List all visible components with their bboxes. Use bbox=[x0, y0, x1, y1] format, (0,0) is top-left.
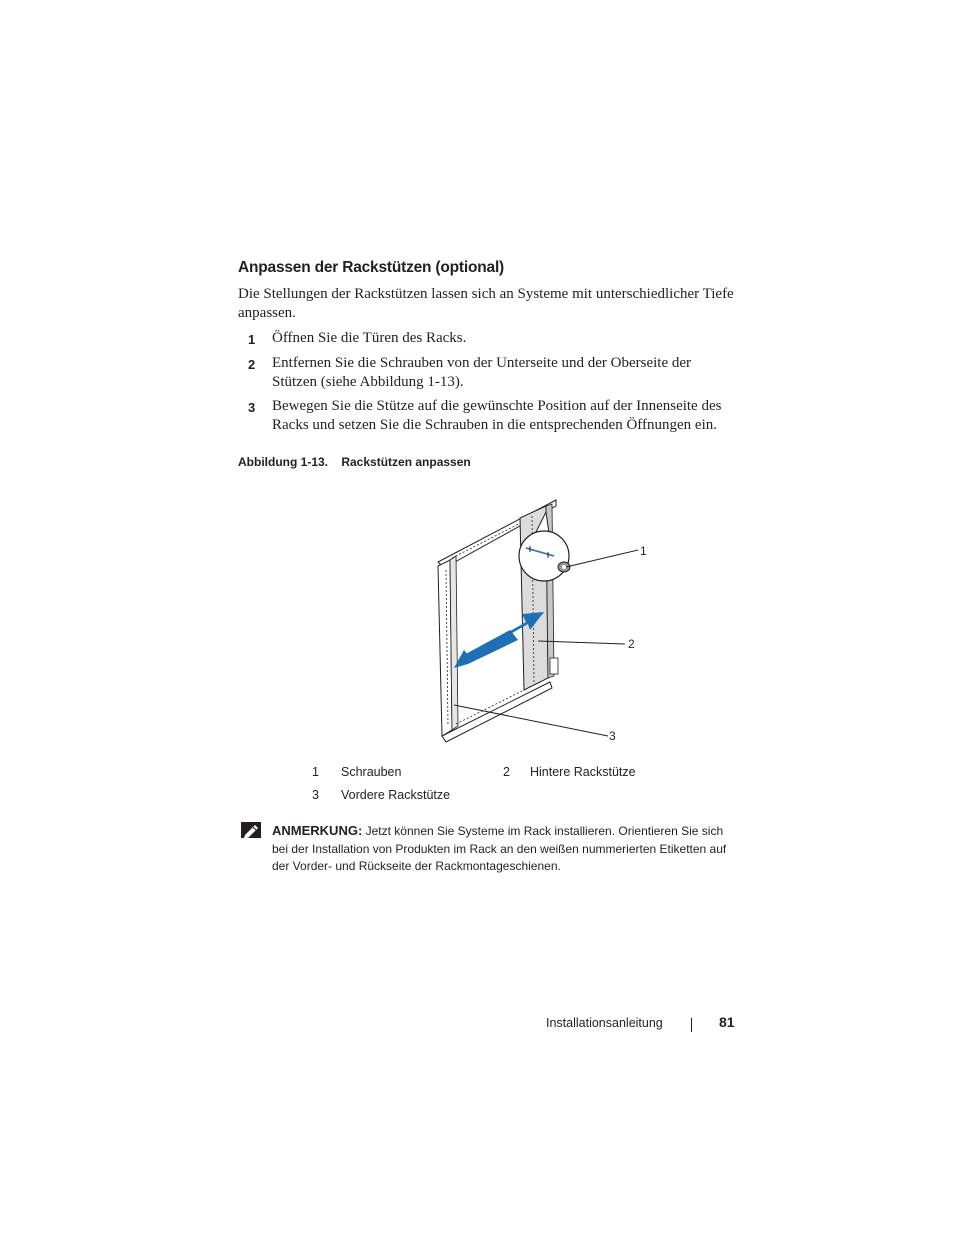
section-heading: Anpassen der Rackstützen (optional) bbox=[238, 259, 505, 276]
note-block bbox=[272, 822, 742, 876]
legend-label: Vordere Rackstütze bbox=[341, 788, 451, 802]
callout-3: 3 bbox=[609, 729, 616, 743]
intro-paragraph: Die Stellungen der Rackstützen lassen sich an Systeme mit unterschiedlicher Tiefe anpassen. bbox=[238, 286, 734, 321]
callout-2: 2 bbox=[628, 637, 635, 651]
step-text: Öffnen Sie die Türen des Racks. bbox=[272, 330, 467, 346]
footer-title: Installationsanleitung bbox=[546, 1016, 663, 1030]
step-number: 1 bbox=[248, 332, 256, 347]
note-label: ANMERKUNG: bbox=[272, 823, 363, 838]
legend-number: 1 bbox=[312, 765, 319, 779]
step-text: Entfernen Sie die Schrauben von der Unterseite und der Oberseite der Stützen (siehe Abbildung 1-13). bbox=[272, 355, 692, 390]
legend-label: Hintere Rackstütze bbox=[530, 765, 636, 779]
step-text: Bewegen Sie die Stütze auf die gewünschte Position auf der Innenseite des Racks und setzen Sie die Schrauben in die entsprechenden Öffnungen ein. bbox=[272, 398, 722, 433]
figure-caption: Abbildung 1-13. Rackstützen anpassen bbox=[238, 455, 471, 469]
legend-label: Schrauben bbox=[341, 765, 402, 779]
rack-post-illustration bbox=[420, 490, 660, 752]
footer-separator bbox=[691, 1018, 692, 1032]
callout-1: 1 bbox=[640, 544, 647, 558]
legend-number: 2 bbox=[503, 765, 510, 779]
pencil-note-icon bbox=[240, 821, 262, 839]
page-number: 81 bbox=[719, 1014, 735, 1030]
step-number: 2 bbox=[248, 357, 256, 372]
note-text: Jetzt können Sie Systeme im Rack installieren. Orientieren Sie sich bei der Installation von Produkten im Rack an den weißen nummerierten Etiketten auf der Vorder- und Rückseite der Rackmontageschienen. bbox=[272, 824, 727, 873]
legend-number: 3 bbox=[312, 788, 319, 802]
step-number: 3 bbox=[248, 400, 256, 415]
